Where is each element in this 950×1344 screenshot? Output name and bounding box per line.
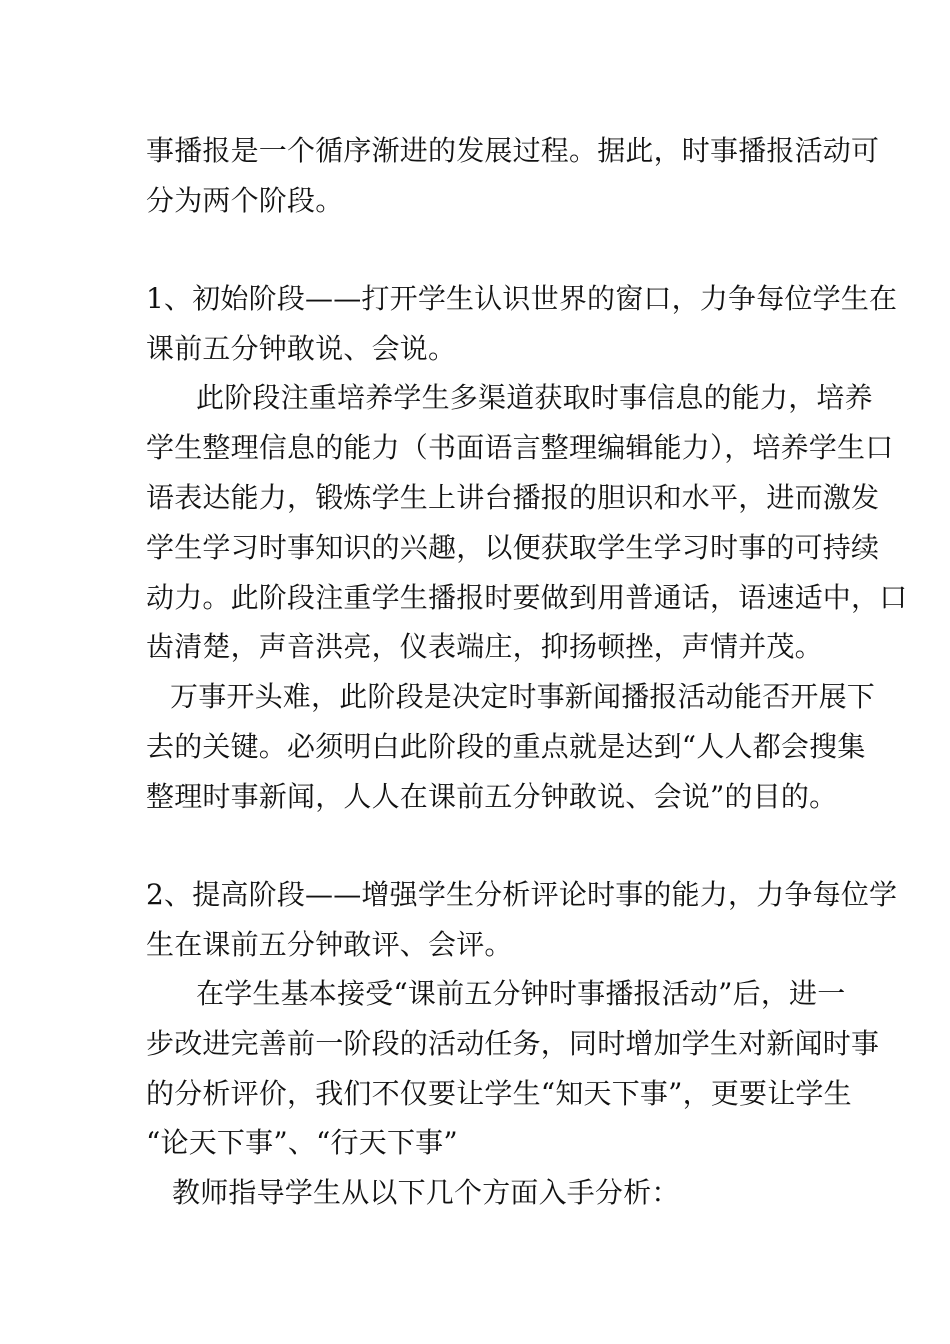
text-line-4: 课前五分钟敢说、会说。 bbox=[146, 332, 457, 365]
text-line-8: 学生学习时事知识的兴趣，以便获取学生学习时事的可持续 bbox=[146, 531, 880, 564]
section-heading-1: 1、初始阶段——打开学生认识世界的窗口，力争每位学生在 bbox=[146, 282, 898, 315]
section-heading-2: 2、提高阶段——增强学生分析评论时事的能力，力争每位学 bbox=[146, 878, 898, 911]
text-line-7: 语表达能力，锻炼学生上讲台播报的胆识和水平，进而激发 bbox=[146, 481, 880, 514]
text-line-9: 动力。此阶段注重学生播报时要做到用普通话，语速适中，口 bbox=[146, 581, 908, 614]
text-line-13: 整理时事新闻，人人在课前五分钟敢说、会说”的目的。 bbox=[146, 780, 838, 813]
text-line-17: 步改进完善前一阶段的活动任务，同时增加学生对新闻时事 bbox=[146, 1027, 880, 1060]
text-line-6: 学生整理信息的能力（书面语言整理编辑能力），培养学生口 bbox=[146, 431, 894, 464]
text-line-12: 去的关键。必须明白此阶段的重点就是达到“人人都会搜集 bbox=[146, 730, 866, 763]
text-line-2: 分为两个阶段。 bbox=[146, 184, 344, 217]
text-line-18: 的分析评价，我们不仅要让学生“知天下事”，更要让学生 bbox=[146, 1077, 852, 1110]
text-line-10: 齿清楚，声音洪亮，仪表端庄，抑扬顿挫，声情并茂。 bbox=[146, 630, 823, 663]
text-line-15: 生在课前五分钟敢评、会评。 bbox=[146, 928, 513, 961]
paragraph-start-2: 万事开头难，此阶段是决定时事新闻播报活动能否开展下 bbox=[170, 680, 876, 713]
text-line-19: “论天下事”、“行天下事” bbox=[146, 1126, 458, 1159]
text-line-1: 事播报是一个循序渐进的发展过程。据此，时事播报活动可 bbox=[146, 134, 880, 167]
paragraph-start-3: 在学生基本接受“课前五分钟时事播报活动”后，进一 bbox=[196, 977, 846, 1010]
paragraph-start-1: 此阶段注重培养学生多渠道获取时事信息的能力，培养 bbox=[196, 381, 873, 414]
paragraph-start-4: 教师指导学生从以下几个方面入手分析： bbox=[172, 1176, 680, 1209]
